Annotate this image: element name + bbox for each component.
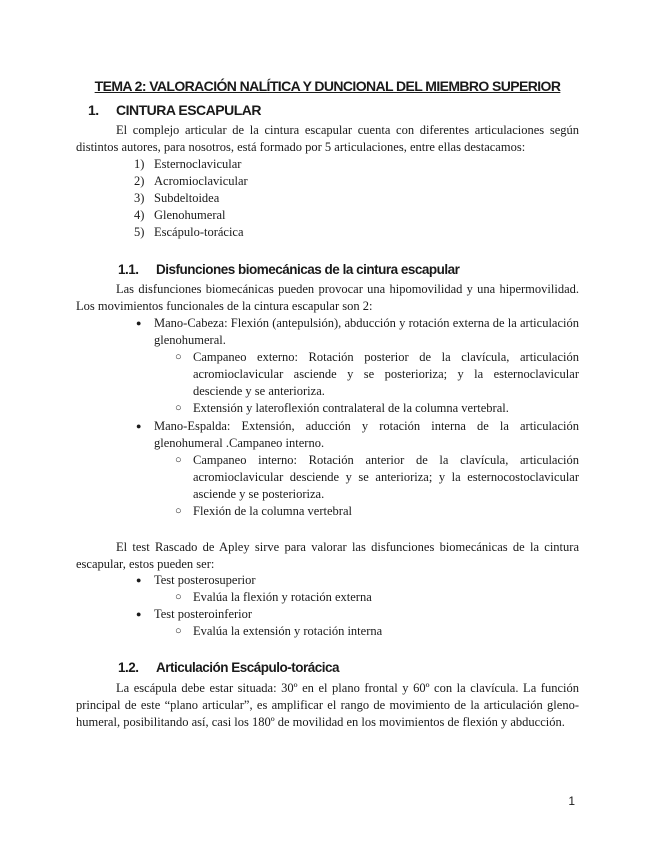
circle-bullet-icon: ○ [175,402,182,414]
list-item: 4) Glenohumeral [134,208,226,222]
section-1-2-body: La escápula debe estar situada: 30º en el plano frontal y 60º con la clavícula. La función principal de este “plano articular”, es amplificar el rango de movimiento de la articulación gleno-humeral, posibilitando así, casi los 180º de movilidad en los movimientos de flexión y abducción. [76,681,579,729]
sub-bullet-flexion: Flexión de la columna vertebral [193,504,352,518]
list-item: 2) Acromioclavicular [134,174,248,188]
section-1-2-heading: 1.2. Articulación Escápulo-torácica [118,660,340,675]
test-posteroinferior-desc: Evalúa la extensión y rotación interna [193,624,383,638]
list-item: 3) Subdeltoidea [134,191,220,205]
bullet-icon: ● [136,609,142,619]
section-1-intro: El complejo articular de la cintura escapular cuenta con diferentes articulaciones según distintos autores, para nosotros, está formado por 5 articulaciones, entre ellas destacamos: [76,123,579,154]
bullet-mano-cabeza: Mano-Cabeza: Flexión (antepulsión), abducción y rotación externa de la articulación glenohumeral. [154,316,579,347]
page-number: 1 [568,794,575,808]
section-1-number: 1. [88,102,99,118]
apley-paragraph: El test Rascado de Apley sirve para valorar las disfunciones biomecánicas de la cintura escapular, estos pueden ser: [76,540,579,571]
circle-bullet-icon: ○ [175,351,182,363]
circle-bullet-icon: ○ [175,625,182,637]
section-1-title: CINTURA ESCAPULAR [116,102,261,118]
list-item: 5) Escápulo-torácica [134,225,244,239]
test-posterosuperior-desc: Evalúa la flexión y rotación externa [193,590,372,604]
sub-bullet-campaneo-interno: Campaneo interno: Rotación anterior de la clavícula, articulación acromioclavicular desciende y se anterioriza; y la esternocostoclavicular asciende y se posterioriza. [193,453,579,501]
test-posteroinferior: Test posteroinferior [154,607,253,621]
list-item: 1) Esternoclavicular [134,157,242,171]
sub-bullet-campaneo-externo: Campaneo externo: Rotación posterior de la clavícula, articulación acromioclavicular asciende y se posterioriza; y la esternoclavicular desciende y se anterioriza. [193,350,579,398]
circle-bullet-icon: ○ [175,505,182,517]
test-posterosuperior: Test posterosuperior [154,573,256,587]
circle-bullet-icon: ○ [175,454,182,466]
bullet-mano-espalda: Mano-Espalda: Extensión, aducción y rotación interna de la articulación glenohumeral .Campaneo interno. [154,419,579,450]
section-1-1-intro: Las disfunciones biomecánicas pueden provocar una hipomovilidad y una hipermovilidad. Los movimientos funcionales de la cintura escapular son 2: [76,282,579,313]
section-1-heading [88,102,261,118]
bullet-icon: ● [136,318,142,328]
sub-bullet-extension: Extensión y lateroflexión contralateral de la columna vertebral. [193,401,509,415]
page-title: TEMA 2: VALORACIÓN NALÍTICA Y DUNCIONAL DEL MIEMBRO SUPERIOR [94,78,561,94]
bullet-icon: ● [136,421,142,431]
circle-bullet-icon: ○ [175,591,182,603]
bullet-icon: ● [136,575,142,585]
section-1-1-heading: 1.1. Disfunciones biomecánicas de la cintura escapular [118,262,460,277]
